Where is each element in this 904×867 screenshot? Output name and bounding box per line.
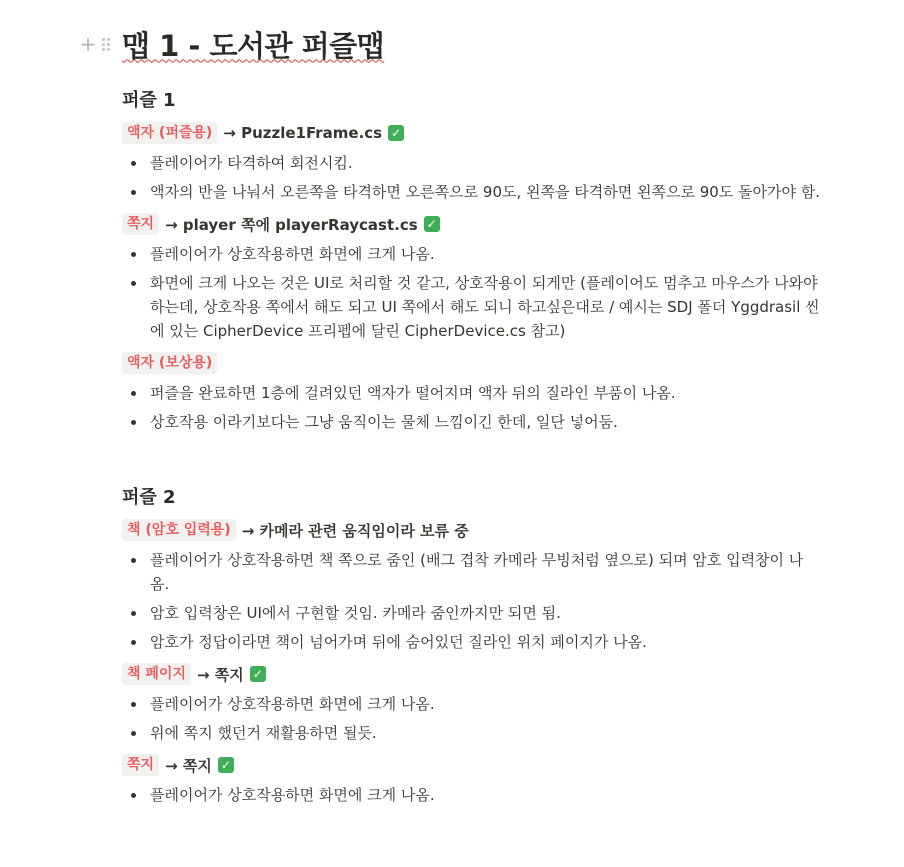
bullet-dot <box>131 640 136 645</box>
block-label-frame-puzzle[interactable] <box>122 118 822 148</box>
list-item[interactable] <box>122 242 822 266</box>
block-gutter <box>78 34 122 54</box>
bullet-dot <box>131 161 136 166</box>
bullet-dot <box>131 391 136 396</box>
list-item-text: 위에 쪽지 했던거 재활용하면 될듯. <box>150 724 377 742</box>
list-item-text: 플레이어가 상호작용하면 화면에 크게 나옴. <box>150 245 435 263</box>
inline-code-tag: 액자 (퍼즐용) <box>122 122 217 144</box>
list-item-text: 암호 입력창은 UI에서 구현할 것임. 카메라 줌인까지만 되면 됨. <box>150 604 561 622</box>
section-heading-puzzle-2[interactable]: 퍼즐 2 <box>122 487 176 508</box>
check-mark-icon: ✓ <box>424 216 440 232</box>
list-item-text: 화면에 크게 나오는 것은 UI로 처리할 것 같고, 상호작용이 되게만 (플레이어도 멈추고 마우스가 나와야 하는데, 상호작용 쪽에서 해도 되고 UI 쪽에서 해도 되니 하고싶은대로 / 예시는 SDJ 폴더 Yggdrasil 씬에 있는 CipherDevice 프리펩에 달린 CipherDevice.cs 참고) <box>150 274 820 340</box>
bullet-dot <box>131 558 136 563</box>
inline-code-tag: 책 (암호 입력용) <box>122 519 236 541</box>
list-item-text: 액자의 반을 나눠서 오른쪽을 타격하면 오른쪽으로 90도, 왼쪽을 타격하면 왼쪽으로 90도 돌아가야 함. <box>150 183 821 201</box>
block-suffix: → Puzzle1Frame.cs <box>223 124 383 142</box>
list-item-text: 플레이어가 상호작용하면 책 쪽으로 줌인 (배그 겹착 카메라 무빙처럼 옆으로) 되며 암호 입력창이 나옴. <box>150 551 804 593</box>
block-suffix: → 쪽지 <box>165 756 212 775</box>
bullet-dot <box>131 793 136 798</box>
check-mark-icon: ✓ <box>218 757 234 773</box>
block-label-book-password[interactable] <box>122 515 822 545</box>
check-mark-icon: ✓ <box>388 125 404 141</box>
bullet-dot <box>131 281 136 286</box>
block-label-book-page[interactable] <box>122 659 822 689</box>
inline-code-tag: 쪽지 <box>122 213 159 235</box>
block-suffix: → 쪽지 <box>196 665 244 684</box>
bullet-dot <box>131 731 136 736</box>
bullet-list <box>122 783 822 807</box>
empty-block <box>122 439 822 481</box>
document-content <box>122 84 822 812</box>
bullet-list <box>122 242 822 343</box>
list-item-text: 암호가 정답이라면 책이 넘어가며 뒤에 숨어있던 질라인 위치 페이지가 나옴. <box>150 633 647 651</box>
block-label-note[interactable] <box>122 209 822 239</box>
list-item[interactable] <box>122 180 822 204</box>
inline-code-tag: 책 페이지 <box>122 663 191 685</box>
list-item[interactable] <box>122 601 822 625</box>
plus-icon[interactable]: + <box>79 32 97 56</box>
list-item-text: 플레이어가 타격하여 회전시킴. <box>150 154 353 172</box>
bullet-dot <box>131 420 136 425</box>
inline-code-tag: 쪽지 <box>122 754 159 776</box>
page-title[interactable] <box>122 24 384 65</box>
bullet-list <box>122 151 822 204</box>
page-title-text: 맵 1 - 도서관 퍼즐맵 <box>122 28 385 63</box>
bullet-list <box>122 692 822 745</box>
bullet-dot <box>131 190 136 195</box>
drag-handle-icon[interactable] <box>102 38 110 51</box>
block-label-frame-reward[interactable] <box>122 348 822 378</box>
title-row <box>78 24 384 64</box>
list-item[interactable] <box>122 151 822 175</box>
block-label-note-2[interactable] <box>122 750 822 780</box>
bullet-dot <box>131 702 136 707</box>
bullet-list <box>122 548 822 654</box>
list-item-text: 플레이어가 상호작용하면 화면에 크게 나옴. <box>150 786 435 804</box>
block-suffix: → player 쪽에 playerRaycast.cs <box>165 215 418 234</box>
bullet-list <box>122 381 822 434</box>
check-mark-icon: ✓ <box>250 666 266 682</box>
list-item[interactable] <box>122 630 822 654</box>
list-item-text: 퍼즐을 완료하면 1층에 걸려있던 액자가 떨어지며 액자 뒤의 질라인 부품이 나옴. <box>150 384 676 402</box>
list-item[interactable] <box>122 410 822 434</box>
list-item[interactable] <box>122 721 822 745</box>
list-item[interactable] <box>122 381 822 405</box>
list-item-text: 플레이어가 상호작용하면 화면에 크게 나옴. <box>150 695 435 713</box>
list-item[interactable] <box>122 692 822 716</box>
section-heading-puzzle-1[interactable]: 퍼즐 1 <box>122 90 176 111</box>
inline-code-tag: 액자 (보상용) <box>122 352 217 374</box>
bullet-dot <box>131 611 136 616</box>
list-item[interactable] <box>122 271 822 343</box>
block-suffix: → 카메라 관련 움직임이라 보류 중 <box>241 521 469 540</box>
list-item-text: 상호작용 이라기보다는 그냥 움직이는 물체 느낌이긴 한데, 일단 넣어둠. <box>150 413 618 431</box>
bullet-dot <box>131 252 136 257</box>
list-item[interactable] <box>122 548 822 596</box>
list-item[interactable] <box>122 783 822 807</box>
